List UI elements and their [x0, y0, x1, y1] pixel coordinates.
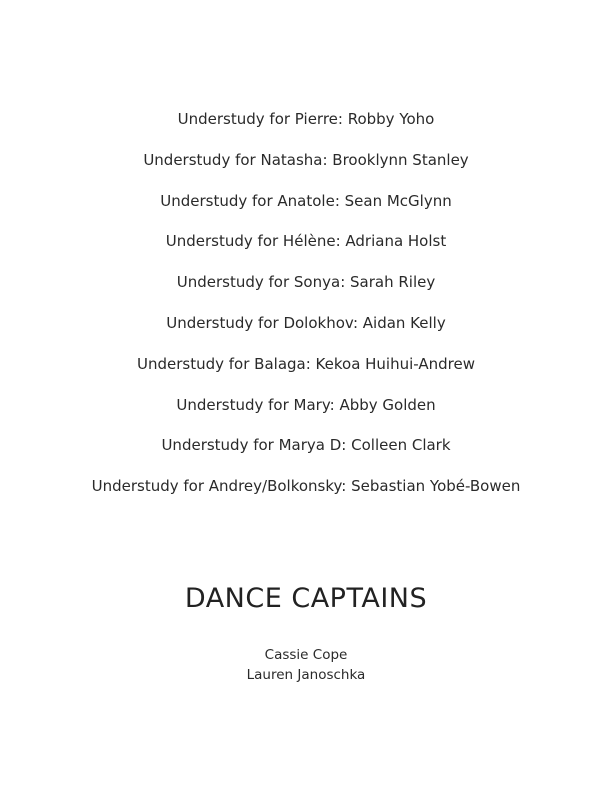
dance-captain-name: Cassie Cope — [264, 647, 348, 663]
understudy-list — [0, 108, 612, 516]
understudy-item: Understudy for Hélène: Adriana Holst — [165, 232, 447, 251]
understudy-item: Understudy for Anatole: Sean McGlynn — [160, 191, 452, 210]
dance-captains-list — [0, 645, 612, 685]
understudy-item: Understudy for Pierre: Robby Yoho — [177, 110, 435, 128]
understudy-item: Understudy for Balaga: Kekoa Huihui-Andrew — [137, 354, 475, 373]
understudy-item: Understudy for Mary: Abby Golden — [176, 395, 436, 414]
understudy-item: Understudy for Marya D: Colleen Clark — [161, 436, 451, 455]
understudy-item: Understudy for Dolokhov: Aidan Kelly — [166, 313, 446, 332]
understudy-item: Understudy for Natasha: Brooklynn Stanley — [143, 150, 469, 169]
dance-captains-heading: DANCE CAPTAINS — [184, 583, 428, 614]
understudy-item: Understudy for Andrey/Bolkonsky: Sebastian Yobé-Bowen — [91, 477, 521, 496]
dance-captain-name: Lauren Janoschka — [246, 667, 366, 683]
understudy-item: Understudy for Sonya: Sarah Riley — [176, 273, 436, 292]
